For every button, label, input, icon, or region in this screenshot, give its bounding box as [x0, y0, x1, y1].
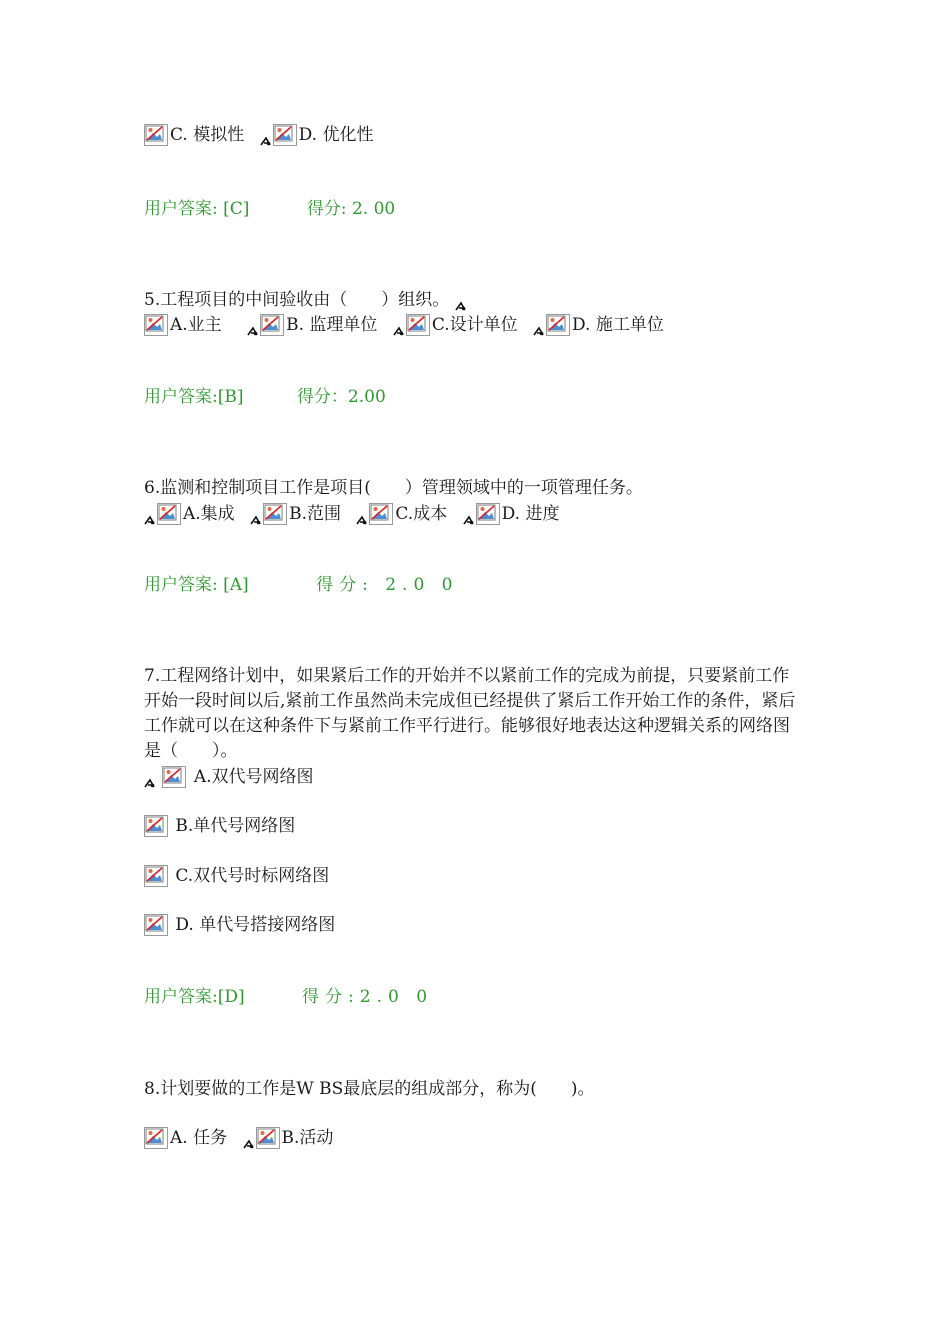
q6-options-row — [144, 503, 559, 531]
paragraph-mark-icon — [250, 513, 262, 525]
q7-option-c[interactable] — [144, 865, 329, 887]
option-label: B. 监理单位 — [286, 315, 378, 335]
broken-image-icon — [260, 314, 284, 336]
option-label: A.双代号网络图 — [193, 767, 314, 787]
broken-image-icon — [144, 1127, 168, 1149]
broken-image-icon — [263, 503, 287, 525]
q7-option-b[interactable] — [144, 815, 295, 837]
broken-image-icon — [144, 124, 168, 146]
option-label: B.活动 — [281, 1128, 334, 1148]
question-text: 5.工程项目的中间验收由（ ）组织。 — [144, 290, 450, 310]
paragraph-mark-icon — [455, 299, 467, 311]
q6-option-a[interactable] — [144, 503, 235, 525]
broken-image-icon — [144, 914, 168, 936]
option-label: A.集成 — [183, 504, 235, 524]
broken-image-icon — [157, 503, 181, 525]
score: 得分:2.0 0 — [302, 987, 434, 1007]
q8-option-a[interactable] — [144, 1127, 227, 1149]
q5-option-a[interactable] — [144, 314, 222, 336]
option-label: B.单代号网络图 — [175, 816, 296, 836]
score: 得分: 2.0 0 — [316, 575, 459, 595]
q4-options-row — [144, 124, 373, 152]
q8-question — [144, 1078, 595, 1100]
paragraph-mark-icon — [243, 1137, 255, 1149]
q6-option-c[interactable] — [356, 503, 447, 525]
paragraph-mark-icon — [260, 134, 272, 146]
q5-options-row — [144, 314, 664, 342]
option-label: D. 优化性 — [298, 125, 374, 145]
paragraph-mark-icon — [463, 513, 475, 525]
user-answer: 用户答案: [C] — [144, 199, 250, 219]
q8-option-b[interactable] — [243, 1127, 334, 1149]
option-label: C.设计单位 — [431, 315, 518, 335]
q6-option-d[interactable] — [463, 503, 560, 525]
broken-image-icon — [144, 815, 168, 837]
option-label: C.成本 — [395, 504, 448, 524]
q8-options-row — [144, 1127, 333, 1155]
question-text: 6.监测和控制项目工作是项目( ）管理领域中的一项管理任务。 — [144, 478, 643, 498]
q4-option-d[interactable] — [260, 124, 374, 146]
option-label: B.范围 — [289, 504, 341, 524]
paragraph-mark-icon — [393, 324, 405, 336]
question-text: 7.工程网络计划中，如果紧后工作的开始并不以紧前工作的完成为前提，只要紧前工作开始一段时间以后,紧前工作虽然尚未完成但已经提供了紧后工作开始工作的条件，紧后工作就可以在这种条件下与紧前工作平行进行。能够很好地表达这种逻辑关系的网络图是（ ）。 — [144, 666, 796, 761]
broken-image-icon — [546, 314, 570, 336]
option-label: C.双代号时标网络图 — [175, 866, 330, 886]
q4-answer-row — [144, 198, 395, 220]
broken-image-icon — [369, 503, 393, 525]
paragraph-mark-icon — [533, 324, 545, 336]
user-answer: 用户答案: [A] — [144, 575, 249, 595]
option-label: D. 单代号搭接网络图 — [175, 915, 336, 935]
paragraph-mark-icon — [356, 513, 368, 525]
option-label: A.业主 — [170, 315, 222, 335]
broken-image-icon — [476, 503, 500, 525]
user-answer: 用户答案:[D] — [144, 987, 245, 1007]
q5-answer-row — [144, 386, 386, 408]
option-label: A. 任务 — [170, 1128, 228, 1148]
q6-question — [144, 477, 643, 499]
q5-option-b[interactable] — [247, 314, 377, 336]
paragraph-mark-icon — [144, 776, 156, 788]
score: 得分：2.00 — [296, 387, 386, 407]
score: 得分: 2. 00 — [306, 199, 396, 219]
user-answer: 用户答案:[B] — [144, 387, 244, 407]
broken-image-icon — [162, 766, 186, 788]
broken-image-icon — [144, 865, 168, 887]
broken-image-icon — [406, 314, 430, 336]
q5-option-d[interactable] — [533, 314, 664, 336]
q7-option-a[interactable] — [144, 766, 314, 788]
broken-image-icon — [256, 1127, 280, 1149]
option-label: C. 模拟性 — [170, 125, 245, 145]
q5-question — [144, 289, 468, 311]
q7-question — [144, 664, 804, 764]
broken-image-icon — [144, 314, 168, 336]
option-label: D. 进度 — [501, 504, 560, 524]
paragraph-mark-icon — [144, 513, 156, 525]
q5-option-c[interactable] — [393, 314, 518, 336]
q7-option-d[interactable] — [144, 914, 335, 936]
option-label: D. 施工单位 — [572, 315, 664, 335]
q7-answer-row — [144, 986, 433, 1008]
broken-image-icon — [273, 124, 297, 146]
q4-option-c[interactable] — [144, 124, 244, 146]
q6-option-b[interactable] — [250, 503, 341, 525]
question-text: 8.计划要做的工作是W BS最底层的组成部分，称为( )。 — [144, 1079, 595, 1099]
paragraph-mark-icon — [247, 324, 259, 336]
q6-answer-row — [144, 574, 458, 596]
